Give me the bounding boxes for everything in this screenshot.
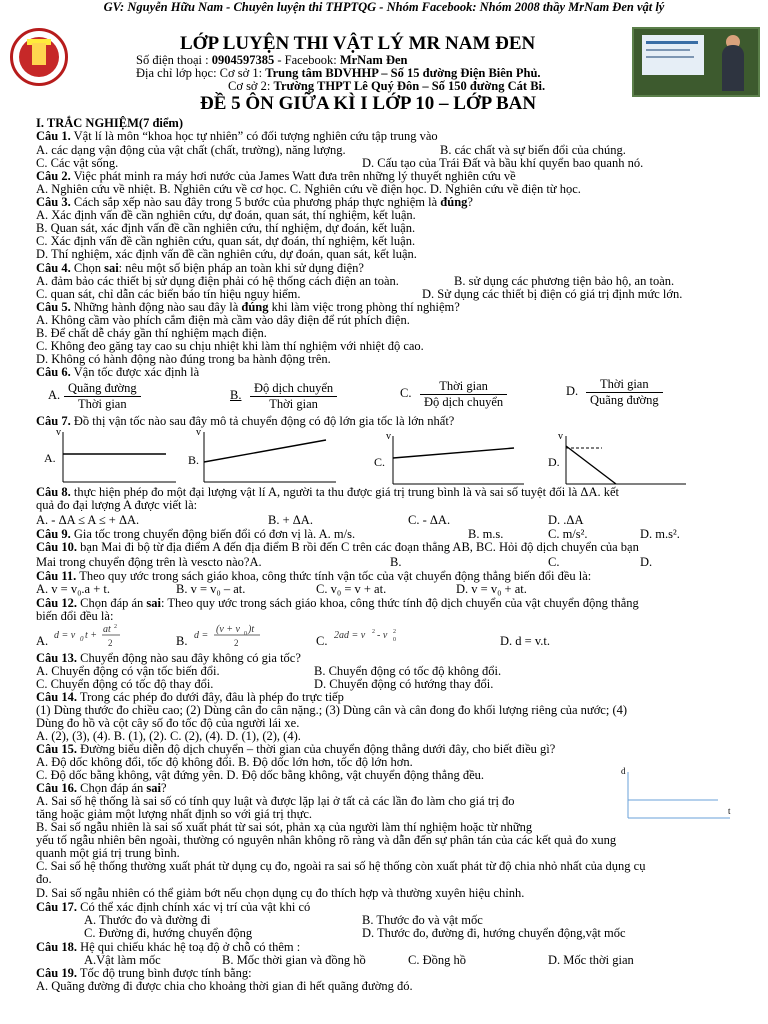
svg-text:0: 0 <box>80 635 84 643</box>
q5-option-c: C. Không đeo găng tay cao su chịu nhiệt khi làm thí nghiệm với nhiệt độ cao. <box>36 339 424 353</box>
q18-option-c: C. Đồng hồ <box>408 953 466 967</box>
question-8 <box>36 485 619 499</box>
photo-board-line <box>646 41 698 44</box>
q10-option-c: C. <box>548 555 560 569</box>
question-14-line-2: (1) Dùng thước đo chiều cao; (2) Dùng cân đo cân nặng.; (3) Dùng cân và cân đong đo khối lượng riêng của nước; (4) <box>36 703 628 717</box>
q6-option-b-label: B. <box>230 388 242 402</box>
question-number: Câu 6. <box>36 365 71 379</box>
question-17 <box>36 900 310 914</box>
section-heading: I. TRẮC NGHIỆM(7 điểm) <box>36 116 183 130</box>
graph-b-v-axis-label: v <box>196 427 201 438</box>
q13-option-b: B. Chuyển động có tốc độ không đổi. <box>314 664 502 678</box>
question-text: Chuyển động nào sau đây không có gia tốc? <box>80 651 301 665</box>
graph-d-v-axis-label: v <box>558 431 563 442</box>
svg-text:0: 0 <box>244 631 247 637</box>
svg-text:2: 2 <box>108 638 113 648</box>
svg-text:t +: t + <box>85 630 98 641</box>
question-number: Câu 9. <box>36 527 71 541</box>
q6-option-d-fraction <box>586 377 663 408</box>
address-1: Trung tâm BDVHHP – Số 15 đường Điện Biên Phủ. <box>265 66 541 80</box>
question-1 <box>36 129 438 143</box>
q5-option-a: A. Không cầm vào phích cắm điện mà cầm vào dây điện để rút phích điện. <box>36 313 410 327</box>
q17-option-a: A. Thước đo và đường đi <box>84 913 211 927</box>
graph-a-label: A. <box>44 451 56 465</box>
svg-text:- v: - v <box>377 630 388 641</box>
question-9 <box>36 527 355 541</box>
question-13 <box>36 651 301 665</box>
q12-option-b-label: B. <box>176 634 188 648</box>
q12-option-b-formula <box>192 622 272 650</box>
logo-tower <box>32 43 46 65</box>
fraction-numerator: Độ dịch chuyển <box>254 381 334 395</box>
svg-text:2: 2 <box>393 629 396 635</box>
question-emphasis: đúng <box>241 300 269 314</box>
q10-option-d: D. <box>640 555 653 569</box>
fraction-denominator: Độ dịch chuyển <box>420 394 507 410</box>
question-number: Câu 18. <box>36 940 77 954</box>
q9-option-b: B. m.s. <box>468 527 504 541</box>
q6-option-d-label: D. <box>566 384 579 398</box>
question-text: Vận tốc được xác định là <box>73 365 200 379</box>
question-number: Câu 4. <box>36 261 71 275</box>
graph-d-line <box>566 446 616 484</box>
question-4 <box>36 261 364 275</box>
svg-text:0: 0 <box>393 637 396 643</box>
q8-option-c: C. - ΔA. <box>408 513 451 527</box>
question-text: Hệ qui chiếu khác hệ toạ độ ở chỗ có thêm : <box>80 940 301 954</box>
q6-option-a-label: A. <box>48 388 61 402</box>
q4-option-d: D. Sử dụng các thiết bị điện có giá trị định mức lớn. <box>422 287 683 301</box>
question-text: Vật lí là môn “khoa học tự nhiên” có đối tượng nghiên cứu tập trung vào <box>73 129 438 143</box>
svg-text:2: 2 <box>114 624 117 630</box>
q16-option-a-line-2: tăng hoặc giảm một lượng nhất định so với giá trị thực. <box>36 807 313 821</box>
question-19 <box>36 966 252 980</box>
phone-number: 0904597385 <box>211 53 275 67</box>
q16-option-b-line-2: yếu tố ngẫu nhiên bên ngoài, thường có nguyên nhân không rõ ràng và dẫn đến sự phân tán của các kết quả đo xung <box>36 833 617 847</box>
q16-option-b-line-1: B. Sai số ngẫu nhiên là sai số xuất phát từ sai sót, phản xạ của người làm thí nghiệm hoặc từ những <box>36 820 533 834</box>
fraction-numerator: Thời gian <box>439 379 488 393</box>
q3-option-b: B. Quan sát, xác định vấn đề cần nghiên cứu, thí nghiệm, dự đoán, kết luận. <box>36 221 416 235</box>
q6-option-c-fraction <box>420 379 507 410</box>
q16-option-c-line-2: đo. <box>36 872 52 886</box>
q3-option-c: C. Xác định vấn đề cần nghiên cứu, quan sát, dự đoán, thí nghiệm, kết luận. <box>36 234 416 248</box>
q12-option-a-label: A. <box>36 634 49 648</box>
question-3: Câu 3. Cách sắp xếp nào sau đây trong 5 bước của phương pháp thực nghiệm là đúng? <box>36 195 473 209</box>
q3-option-a: A. Xác định vấn đề cần nghiên cứu, dự đoán, quan sát, thí nghiệm, kết luận. <box>36 208 416 222</box>
facebook-label: - Facebook: <box>274 53 340 67</box>
top-banner: GV: Nguyễn Hữu Nam - Chuyên luyện thi THPTQG - Nhóm Facebook: Nhóm 2008 thầy MrNam Đen vật lý <box>103 0 665 14</box>
q12-option-d: D. d = v.t. <box>500 634 550 648</box>
graph-d <box>548 431 686 484</box>
svg-text:2: 2 <box>372 629 375 635</box>
fraction-numerator: Quãng đường <box>68 381 137 395</box>
q12-option-c-formula <box>332 625 412 645</box>
question-text: bạn Mai đi bộ từ địa điểm A đến địa điểm B rồi đến C trên các đoạn thẳng AB, BC. Hỏi độ dịch chuyển của bạn <box>80 540 639 554</box>
graph-a <box>44 427 176 482</box>
svg-text:)t: )t <box>248 624 255 635</box>
q3-option-d: D. Thí nghiệm, xác định vấn đề cần nghiên cứu, dự đoán, quan sát, kết luận. <box>36 247 417 261</box>
q19-option-a: A. Quãng đường đi được chia cho khoảng thời gian đi hết quãng đường đó. <box>36 979 413 993</box>
question-text-rest: : nêu một số biện pháp an toàn khi sử dụng điện? <box>118 261 364 275</box>
q10-option-b: B. <box>390 555 402 569</box>
question-text: thực hiện phép đo một đại lượng vật lí A, người ta thu được giá trị trung bình là và sai số tuyệt đối là ΔA. kết <box>73 485 620 499</box>
question-number: Câu 3. <box>36 195 71 209</box>
question-text: Cách sắp xếp nào sau đây trong 5 bước của phương pháp thực nghiệm là <box>73 195 441 209</box>
q11-option-a: A. v = v₀.a + t. <box>36 582 111 596</box>
phone-label: Số điện thoại : <box>136 53 212 67</box>
q13-option-c: C. Chuyển động có tốc độ thay đổi. <box>36 677 214 691</box>
question-number: Câu 19. <box>36 966 77 980</box>
q4-option-a: A. đảm bảo các thiết bị sử dụng điện phải có hệ thống cách điện an toàn. <box>36 274 399 288</box>
graph-b-label: B. <box>188 453 200 467</box>
q1-option-c: C. Các vật sống. <box>36 156 119 170</box>
svg-text:at: at <box>103 624 111 635</box>
question-text: Tốc độ trung bình được tính bằng: <box>79 966 252 980</box>
photo-board-line <box>646 56 694 58</box>
q15-options-ab: A. Độ dốc không đổi, tốc độ không đổi. B. Độ dốc lớn hơn, tốc độ lớn hơn. <box>36 755 413 769</box>
question-5 <box>36 300 460 314</box>
question-text: Trong các phép đo dưới đây, đâu là phép đo trực tiếp <box>79 690 344 704</box>
question-number: Câu 14. <box>36 690 77 704</box>
question-text-rest: khi làm việc trong phòng thí nghiệm? <box>268 300 460 314</box>
svg-text:d = v: d = v <box>54 630 76 641</box>
question-number: Câu 5. <box>36 300 71 314</box>
graph-d-label: D. <box>548 455 560 469</box>
exam-title: ĐỀ 5 ÔN GIỮA KÌ I LỚP 10 – LỚP BAN <box>200 93 537 114</box>
question-text: Gia tốc trong chuyển động biến đổi có đơn vị là. A. m/s. <box>73 527 356 541</box>
svg-text:2ad = v: 2ad = v <box>334 630 366 641</box>
question-number: Câu 17. <box>36 900 77 914</box>
q1-option-b: B. các chất và sự biến đổi của chúng. <box>440 143 626 157</box>
q4-option-b: B. sử dụng các phương tiện bảo hộ, an toàn. <box>454 274 675 288</box>
question-10 <box>36 540 639 554</box>
question-10-line-2: Mai trong chuyển động trên là vescto nào?A. <box>36 555 262 569</box>
address-line-2 <box>228 79 545 94</box>
fraction-numerator: Thời gian <box>599 377 649 391</box>
q16-option-c-line-1: C. Sai số hệ thống thường xuất phát từ dụng cụ đo, ngoài ra sai số hệ thống còn xuất phát từ độ chia nhỏ nhất của dụng cụ <box>36 859 646 873</box>
q1-option-a: A. các dạng vận động của vật chất (chất, trường), năng lượng. <box>36 143 346 157</box>
graph-c-line <box>393 448 514 458</box>
q15-options-cd: C. Độ dốc bằng không, vật đứng yên. D. Độ dốc bằng không, vật chuyển động thẳng đều. <box>36 768 485 782</box>
q13-option-a: A. Chuyển động có vận tốc biến đổi. <box>36 664 220 678</box>
question-text: Chọn đáp án <box>80 781 147 795</box>
q14-options: A. (2), (3), (4). B. (1), (2). C. (2), (4). D. (1), (2), (4). <box>36 729 301 743</box>
q5-option-d: D. Không có hành động nào đúng trong ba hành động trên. <box>36 352 331 366</box>
q8-option-d: D. .ΔA <box>548 513 584 527</box>
q13-option-d: D. Chuyển động có hướng thay đổi. <box>314 677 494 691</box>
address-2: Trường THPT Lê Quý Đôn – Số 150 đường Cát Bi. <box>273 79 546 93</box>
q9-option-d: D. m.s². <box>640 527 680 541</box>
question-number: Câu 16. <box>36 781 77 795</box>
question-emphasis: đúng <box>440 195 468 209</box>
question-text: Chọn đáp án <box>80 596 147 610</box>
question-text: Đường biểu diễn độ dịch chuyển – thời gian của chuyển động thẳng dưới đây, cho biết điều gì? <box>80 742 556 756</box>
graph-c-label: C. <box>374 455 386 469</box>
q17-option-b: B. Thước đo và vật mốc <box>362 913 483 927</box>
q8-option-b: B. + ΔA. <box>268 513 313 527</box>
question-14-line-3: Dùng đo hồ và cột cây số đo tốc độ của người lái xe. <box>36 716 300 730</box>
question-number: Câu 12. <box>36 596 77 610</box>
teacher-photo <box>632 27 760 97</box>
q7-velocity-graphs <box>36 426 736 494</box>
q11-option-d: D. v = v₀ + at. <box>456 582 527 596</box>
graph-b <box>188 427 336 482</box>
question-16: Câu 16. Chọn đáp án sai? <box>36 781 167 795</box>
q17-option-c: C. Đường đi, hướng chuyển động <box>84 926 253 940</box>
question-text: Theo quy ước trong sách giáo khoa, công thức tính vận tốc của vật chuyển động thẳng biến đổi đều là: <box>79 569 592 583</box>
q12-option-a-formula <box>52 622 134 650</box>
q1-option-d: D. Cấu tạo của Trái Đất và bầu khí quyển bao quanh nó. <box>362 156 644 170</box>
q4-option-c: C. quan sát, chỉ dẫn các biển báo tín hiệu nguy hiểm. <box>36 287 301 301</box>
q12-option-c-label: C. <box>316 634 328 648</box>
q11-option-c: C. v₀ = v + at. <box>316 582 387 596</box>
question-number: Câu 2. <box>36 169 71 183</box>
question-text: Đồ thị vận tốc nào sau đây mô tả chuyển động có độ lớn gia tốc là lớn nhất? <box>73 414 455 428</box>
question-number: Câu 13. <box>36 651 77 665</box>
address-2-label: Cơ sở 2: <box>228 79 274 93</box>
q16-option-a-line-1: A. Sai số hệ thống là sai số có tính quy luật và được lặp lại ở tất cả các lần đo làm cho giá trị đo <box>36 794 515 808</box>
graph-c <box>374 431 524 484</box>
q16-option-b-line-3: quanh một giá trị trung bình. <box>36 846 180 860</box>
fraction-denominator: Quãng đường <box>586 392 663 408</box>
question-text: Những hành động nào sau đây là <box>73 300 242 314</box>
q6-option-c-label: C. <box>400 386 412 400</box>
graph-c-v-axis-label: v <box>386 431 391 442</box>
q15-displacement-graph <box>618 764 738 826</box>
facebook-name: MrNam Đen <box>339 53 408 67</box>
question-11 <box>36 569 591 583</box>
question-emphasis: sai <box>146 781 162 795</box>
question-8-line-2: quả đo đại lượng A được viết là: <box>36 498 198 512</box>
question-text: Chọn <box>73 261 105 275</box>
svg-text:(v + v: (v + v <box>216 624 240 635</box>
q8-option-a: A. - ΔA ≤ A ≤ + ΔA. <box>36 513 140 527</box>
question-emphasis: sai <box>104 261 119 275</box>
question-text: Có thể xác định chính xác vị trí của vật khi có <box>80 900 311 914</box>
question-2 <box>36 169 516 183</box>
q18-option-b: B. Mốc thời gian và đồng hồ <box>222 953 366 967</box>
class-title: LỚP LUYỆN THI VẬT LÝ MR NAM ĐEN <box>180 33 536 54</box>
graph-b-line <box>204 440 326 462</box>
question-number: Câu 8. <box>36 485 71 499</box>
q6-option-b-fraction <box>250 381 337 412</box>
question-6 <box>36 365 199 379</box>
question-18 <box>36 940 300 954</box>
question-15 <box>36 742 555 756</box>
svg-text:2: 2 <box>234 638 239 648</box>
question-14 <box>36 690 344 704</box>
q18-option-a: A.Vật làm mốc <box>84 953 161 967</box>
q2-options: A. Nghiên cứu về nhiệt. B. Nghiên cứu về cơ học. C. Nghiên cứu về điện học. D. Nghiên cứu về điện từ học. <box>36 182 581 196</box>
fraction-denominator: Thời gian <box>64 396 141 412</box>
fraction-denominator: Thời gian <box>250 396 337 412</box>
question-text-rest: : Theo quy ước trong sách giáo khoa, công thức tính độ dịch chuyển của vật chuyển động thẳng <box>161 596 639 610</box>
question-text: Việc phát minh ra máy hơi nước của James Watt đưa trên những lý thuyết nghiên cứu về <box>73 169 516 183</box>
q17-option-d: D. Thước đo, đường đi, hướng chuyển động,vật mốc <box>362 926 626 940</box>
q6-option-a-fraction <box>64 381 141 412</box>
graph-a-v-axis-label: v <box>56 427 61 438</box>
question-emphasis: sai <box>146 596 162 610</box>
q11-option-b: B. v = v₀ – at. <box>176 582 246 596</box>
q16-option-d: D. Sai số ngẫu nhiên có thể giảm bớt nếu chọn dụng cụ đo thích hợp và thường xuyên hiệu chỉnh. <box>36 886 525 900</box>
address-label: Địa chỉ lớp học: Cơ sở 1: <box>136 66 266 80</box>
photo-board-line <box>646 49 690 51</box>
photo-person <box>722 45 744 91</box>
question-number: Câu 10. <box>36 540 77 554</box>
graph-d-axis-label: d <box>621 766 626 776</box>
question-number: Câu 1. <box>36 129 71 143</box>
svg-text:d =: d = <box>194 630 209 641</box>
q9-option-c: C. m/s². <box>548 527 588 541</box>
question-number: Câu 15. <box>36 742 77 756</box>
school-logo <box>10 28 68 86</box>
graph-t-axis-label: t <box>728 806 731 816</box>
question-12-line-2: biến đổi đều là: <box>36 609 114 623</box>
question-12 <box>36 596 639 610</box>
q18-option-d: D. Mốc thời gian <box>548 953 634 967</box>
q5-option-b: B. Để chất dễ cháy gần thí nghiệm mạch điện. <box>36 326 267 340</box>
question-number: Câu 7. <box>36 414 71 428</box>
question-number: Câu 11. <box>36 569 77 583</box>
